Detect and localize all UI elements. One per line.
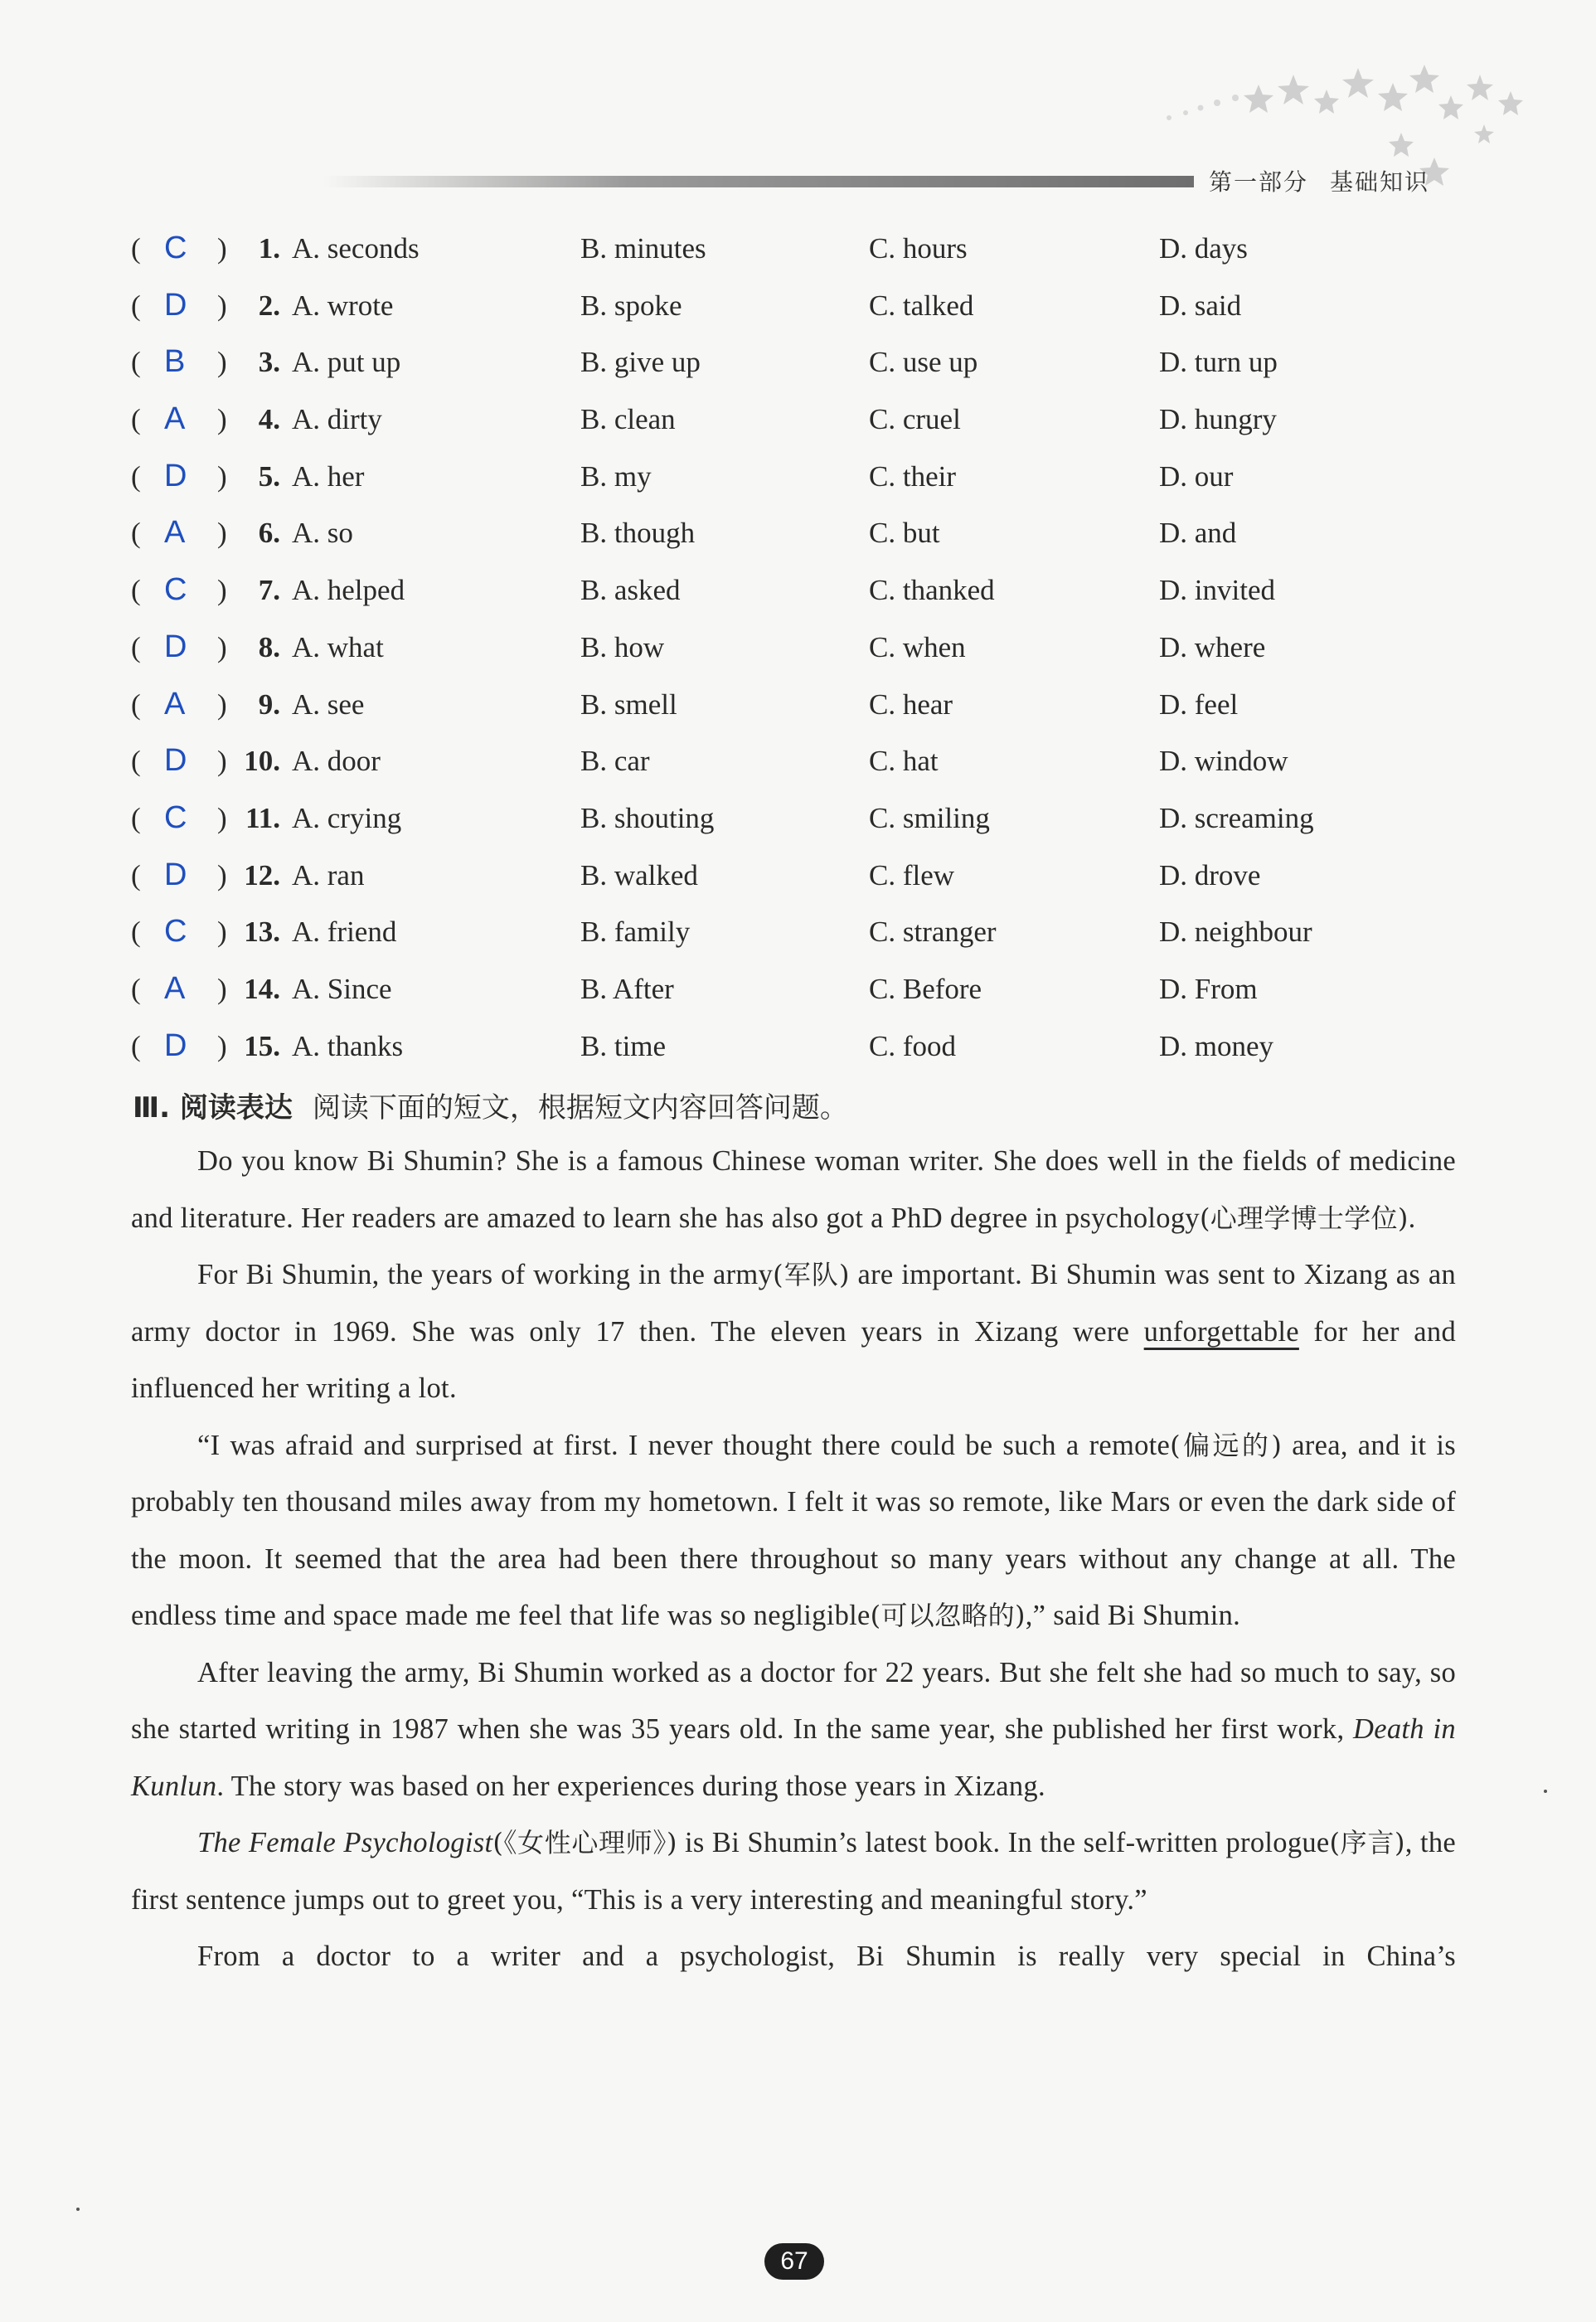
answer-letter: B	[164, 344, 186, 380]
p4-book-title: Death in Kunlun	[131, 1713, 1456, 1802]
p5-gloss-2: (序言)	[1329, 1827, 1405, 1858]
open-paren: (	[131, 517, 141, 550]
option-a: A. seconds	[292, 232, 420, 265]
close-paren: )	[217, 517, 227, 550]
option-b: B. though	[580, 517, 696, 550]
option-d: D. feel	[1159, 687, 1239, 721]
question-number: 15.	[244, 1029, 280, 1062]
open-paren: (	[131, 687, 141, 721]
p5-text-2: , the first sentence jumps out to greet you, “This is a very interesting and meaningful story.”	[131, 1827, 1456, 1916]
question-row	[0, 799, 1596, 859]
p2-text-1: For Bi Shumin, the years of working in the army	[197, 1259, 774, 1290]
p1-gloss-1: (心理学博士学位)	[1199, 1202, 1409, 1234]
question-row	[0, 346, 1596, 403]
question-number: 9.	[258, 687, 280, 721]
option-c: C. hear	[869, 687, 953, 721]
question-row	[0, 574, 1596, 631]
option-b: B. asked	[580, 574, 681, 607]
option-c: C. Before	[869, 972, 982, 1005]
question-row	[0, 970, 1596, 1030]
p3-text-3: ,” said Bi Shumin.	[1025, 1600, 1241, 1631]
close-paren: )	[217, 630, 227, 663]
option-a: A. what	[292, 630, 384, 663]
option-d: D. window	[1159, 745, 1288, 778]
p5-text-1: is Bi Shumin’s latest book. In the self-written prologue	[677, 1827, 1330, 1858]
question-row	[0, 517, 1596, 574]
option-a: A. friend	[292, 916, 397, 949]
p1-text-2: .	[1408, 1202, 1416, 1234]
answer-letter: A	[164, 401, 186, 437]
p2-underlined-word: unforgettable	[1143, 1315, 1299, 1348]
open-paren: (	[131, 745, 141, 778]
option-b: B. time	[580, 1029, 667, 1062]
answer-letter: C	[164, 914, 187, 950]
answer-letter: C	[164, 572, 187, 608]
scan-speck	[1544, 1790, 1547, 1793]
option-b: B. minutes	[580, 232, 706, 265]
p4-text-2: . The story was based on her experiences during those years in Xizang.	[216, 1770, 1045, 1802]
option-c: C. their	[869, 459, 956, 493]
close-paren: )	[217, 858, 227, 891]
p3-text-1: “I was afraid and surprised at first. I never thought there could be such a remote	[197, 1429, 1171, 1461]
question-number: 4.	[258, 403, 280, 436]
answer-letter: A	[164, 970, 186, 1006]
option-d: D. neighbour	[1159, 916, 1312, 949]
question-row	[0, 688, 1596, 746]
close-paren: )	[217, 232, 227, 265]
option-d: D. drove	[1159, 858, 1261, 891]
option-c: C. talked	[869, 289, 974, 322]
answer-letter: D	[164, 1027, 187, 1063]
option-b: B. After	[580, 972, 674, 1005]
p5-book-title: The Female Psychologist	[197, 1827, 493, 1858]
p5-gloss-1: (《女性心理师》)	[492, 1827, 677, 1858]
option-a: A. her	[292, 459, 365, 493]
reading-passage	[131, 1133, 1456, 1985]
question-number: 1.	[258, 232, 280, 265]
question-number: 6.	[258, 517, 280, 550]
option-b: B. how	[580, 630, 665, 663]
option-d: D. turn up	[1159, 346, 1278, 379]
question-row	[0, 460, 1596, 517]
close-paren: )	[217, 289, 227, 322]
question-number: 2.	[258, 289, 280, 322]
question-number: 11.	[245, 801, 280, 834]
question-number: 5.	[258, 459, 280, 493]
paragraph-5	[131, 1814, 1456, 1928]
option-a: A. helped	[292, 574, 405, 607]
option-d: D. where	[1159, 630, 1266, 663]
answer-letter: D	[164, 857, 187, 892]
section-instruction: 阅读下面的短文，根据短文内容回答问题。	[312, 1091, 848, 1125]
close-paren: )	[217, 972, 227, 1005]
open-paren: (	[131, 459, 141, 493]
question-number: 7.	[258, 574, 280, 607]
scan-speck	[76, 2208, 80, 2211]
p3-gloss-2: (可以忽略的)	[870, 1600, 1026, 1631]
open-paren: (	[131, 801, 141, 834]
option-a: A. see	[292, 687, 365, 721]
close-paren: )	[217, 1029, 227, 1062]
question-number: 8.	[258, 630, 280, 663]
header-rule	[323, 176, 1194, 187]
question-row	[0, 289, 1596, 347]
option-b: B. my	[580, 459, 652, 493]
p2-text-2: are important. Bi Shumin was sent to Xizang as an army doctor in 1969. She was only 17 then. The eleven years in Xizang were	[131, 1259, 1456, 1348]
open-paren: (	[131, 630, 141, 663]
option-d: D. hungry	[1159, 403, 1277, 436]
answer-letter: C	[164, 231, 187, 265]
close-paren: )	[217, 574, 227, 607]
option-b: B. smell	[580, 687, 677, 721]
p6-text-1: From a doctor to a writer and a psychologist, Bi Shumin is really very special in China’s	[197, 1941, 1456, 1972]
option-a: A. thanks	[292, 1029, 404, 1062]
option-c: C. smiling	[869, 801, 990, 834]
question-row	[0, 916, 1596, 973]
close-paren: )	[217, 916, 227, 949]
open-paren: (	[131, 972, 141, 1005]
open-paren: (	[131, 289, 141, 322]
paragraph-3	[131, 1417, 1456, 1644]
p3-gloss-1: (偏远的)	[1170, 1429, 1283, 1461]
section-heading	[133, 1085, 848, 1125]
answer-letter: D	[164, 287, 187, 323]
option-c: C. flew	[869, 858, 955, 891]
option-c: C. use up	[869, 346, 978, 379]
option-a: A. ran	[292, 858, 365, 891]
header-part: 第一部分	[1209, 168, 1309, 196]
open-paren: (	[131, 232, 141, 265]
option-d: D. money	[1159, 1029, 1274, 1062]
option-d: D. days	[1159, 232, 1248, 265]
question-number: 14.	[244, 972, 280, 1005]
question-row	[0, 232, 1596, 289]
p4-text-1: After leaving the army, Bi Shumin worked as a doctor for 22 years. But she felt she had so much to say, so she started writing in 1987 when she was 35 years old. In the same year, she published her first work,	[131, 1656, 1456, 1745]
p1-text-1: Do you know Bi Shumin? She is a famous Chinese woman writer. She does well in the fields of medicine and literature. Her readers are amazed to learn she has also got a PhD degree in psychology	[131, 1145, 1456, 1234]
question-row	[0, 631, 1596, 688]
option-c: C. stranger	[869, 916, 997, 949]
question-number: 12.	[244, 858, 280, 891]
option-c: C. hours	[869, 232, 968, 265]
close-paren: )	[217, 346, 227, 379]
close-paren: )	[217, 745, 227, 778]
p3-text-2: area, and it is probably ten thousand miles away from my hometown. I felt it was so remote, like Mars or even the dark side of the moon. It seemed that the area had been there throughout so many years without any change at all. The endless time and space made me feel that life was so negligible	[131, 1429, 1456, 1631]
open-paren: (	[131, 858, 141, 891]
option-d: D. and	[1159, 517, 1237, 550]
question-number: 10.	[244, 745, 280, 778]
paragraph-6	[131, 1928, 1456, 1985]
option-c: C. but	[869, 517, 940, 550]
question-row	[0, 859, 1596, 916]
option-b: B. give up	[580, 346, 701, 379]
paragraph-1	[131, 1133, 1456, 1246]
option-b: B. spoke	[580, 289, 682, 322]
question-row	[0, 745, 1596, 802]
option-c: C. cruel	[869, 403, 961, 436]
option-b: B. clean	[580, 403, 676, 436]
page-number: 67	[764, 2243, 824, 2280]
question-number: 3.	[258, 346, 280, 379]
close-paren: )	[217, 801, 227, 834]
paragraph-4	[131, 1644, 1456, 1815]
question-row	[0, 403, 1596, 460]
option-a: A. door	[292, 745, 381, 778]
option-c: C. hat	[869, 745, 939, 778]
open-paren: (	[131, 574, 141, 607]
option-b: B. shouting	[580, 801, 715, 834]
option-a: A. crying	[292, 801, 402, 834]
answer-letter: A	[164, 686, 186, 721]
open-paren: (	[131, 346, 141, 379]
close-paren: )	[217, 403, 227, 436]
question-number: 13.	[244, 916, 280, 949]
open-paren: (	[131, 1029, 141, 1062]
paragraph-2	[131, 1246, 1456, 1417]
option-c: C. thanked	[869, 574, 995, 607]
answer-letter: A	[164, 515, 186, 551]
option-b: B. car	[580, 745, 650, 778]
answer-letter: D	[164, 629, 187, 664]
answer-letter: D	[164, 743, 187, 779]
option-d: D. invited	[1159, 574, 1275, 607]
option-d: D. screaming	[1159, 801, 1314, 834]
option-d: D. From	[1159, 972, 1258, 1005]
option-a: A. so	[292, 517, 353, 550]
option-b: B. family	[580, 916, 691, 949]
option-a: A. Since	[292, 972, 392, 1005]
open-paren: (	[131, 916, 141, 949]
section-label: Ⅲ. 阅读表达	[133, 1091, 293, 1125]
option-a: A. put up	[292, 346, 401, 379]
option-d: D. our	[1159, 459, 1234, 493]
option-c: C. when	[869, 630, 966, 663]
running-header	[1209, 164, 1429, 197]
option-d: D. said	[1159, 289, 1242, 322]
p2-text-3: for her and influenced her writing a lot.	[131, 1315, 1456, 1404]
question-row	[0, 1027, 1596, 1087]
question-list	[0, 232, 1596, 1086]
p2-gloss-1: (军队)	[773, 1259, 850, 1290]
option-a: A. wrote	[292, 289, 394, 322]
option-c: C. food	[869, 1029, 956, 1062]
header-section: 基础知识	[1330, 168, 1430, 196]
answer-letter: D	[164, 458, 187, 493]
answer-letter: C	[164, 799, 187, 835]
option-a: A. dirty	[292, 403, 382, 436]
close-paren: )	[217, 459, 227, 493]
close-paren: )	[217, 687, 227, 721]
option-b: B. walked	[580, 858, 698, 891]
open-paren: (	[131, 403, 141, 436]
